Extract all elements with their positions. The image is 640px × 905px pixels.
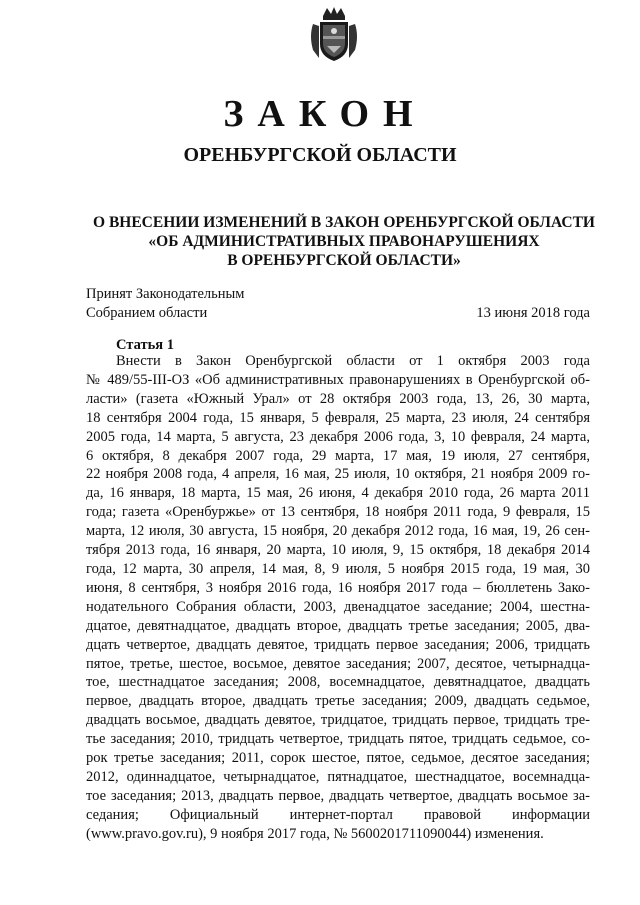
article-line: года; газета «Оренбуржье» от 13 сентября, 18 ноября 2011 года, 9 февраля, 15: [86, 504, 590, 521]
adoption-info: [86, 285, 244, 323]
adoption-line: Собранием области: [86, 305, 208, 321]
article-line: тое заседания; 2013, двадцать первое, двадцать четвертое, двадцать восьмое за-: [86, 787, 590, 804]
article-line: (www.pravo.gov.ru), 9 ноября 2017 года, № 5600201711090044) изменения.: [86, 825, 544, 842]
article-line: 22 ноября 2008 года, 4 апреля, 16 мая, 25 июля, 10 октября, 21 ноября 2009 го-: [86, 466, 590, 483]
article-line: первое, двадцать второе, двадцать третье заседания; 2009, двадцать седьмое,: [86, 693, 590, 710]
subject-line: В ОРЕНБУРГСКОЙ ОБЛАСТИ»: [227, 252, 461, 269]
article-line: дцать четвертое, двадцать девятое, тридцать первое заседания; 2006, тридцать: [86, 636, 590, 653]
article-line: тье заседания; 2010, тридцать четвертое, тридцать пятое, тридцать седьмое, со-: [86, 731, 590, 748]
article-line: двадцать восьмое, двадцать девятое, тридцатое, тридцать первое, тридцать тре-: [86, 712, 590, 729]
article-line: 6 октября, 8 декабря 2007 года, 29 марта, 17 мая, 19 июля, 27 сентября,: [86, 447, 590, 464]
article-line: Внести в Закон Оренбургской области от 1 октября 2003 года: [116, 353, 590, 369]
article-line: рок третье заседания; 2011, сорок шестое, пятое, седьмое, десятое заседания;: [86, 750, 590, 767]
law-subject: [84, 213, 604, 270]
region-title: ОРЕНБУРГСКОЙ ОБЛАСТИ: [183, 144, 457, 166]
subject-line: О ВНЕСЕНИИ ИЗМЕНЕНИЙ В ЗАКОН ОРЕНБУРГСКОЙ ОБЛАСТИ: [93, 214, 595, 231]
article-line: года, 12 марта, 30 апреля, 14 мая, 8, 9 июля, 5 ноября 2015 года, 19 мая, 30: [86, 560, 590, 577]
article-line: седания; Официальный интернет-портал правовой информации: [86, 806, 590, 823]
subject-line: «ОБ АДМИНИСТРАТИВНЫХ ПРАВОНАРУШЕНИЯХ: [148, 233, 540, 250]
article-line: 18 сентября 2004 года, 15 января, 5 февраля, 25 марта, 23 июля, 24 сентября: [86, 409, 590, 426]
article-line: 2005 года, 14 марта, 5 августа, 23 декабря 2006 года, 3, 10 февраля, 24 марта,: [86, 428, 590, 445]
law-title: ЗАКОН: [223, 93, 427, 135]
article-line: нодательного Собрания области, 2003, двенадцатое заседание; 2004, шестна-: [86, 598, 590, 615]
article-line: ласти» (газета «Южный Урал» от 28 октября 2003 года, 13, 26, 30 марта,: [86, 390, 590, 407]
article-line: 2012, одиннадцатое, четырнадцатое, пятнадцатое, шестнадцатое, восемнадца-: [86, 768, 590, 785]
article-line: дцатое, девятнадцатое, двадцать второе, двадцать третье заседания; 2005, два-: [86, 617, 590, 634]
article-line: тября 2013 года, 16 января, 20 марта, 10 июля, 9, 15 октября, 18 декабря 2014: [86, 542, 590, 559]
article-body: [86, 352, 590, 844]
article-line: № 489/55-III-ОЗ «Об административных правонарушениях в Оренбургской об-: [86, 371, 590, 388]
coat-of-arms-icon: [307, 6, 361, 64]
adoption-date: 13 июня 2018 года: [476, 305, 590, 321]
article-line: тое, шестнадцатое заседания; 2008, восемнадцатое, девятнадцатое, двадцать: [86, 674, 590, 691]
article-line: марта, 12 июля, 30 августа, 15 ноября, 20 декабря 2012 года, 16 мая, 19, 26 сен-: [86, 523, 590, 540]
article-line: июня, 8 сентября, 3 ноября 2016 года, 16 ноября 2017 года – бюллетень Зако-: [86, 579, 590, 596]
article-heading: Статья 1: [116, 337, 174, 353]
adoption-line: Принят Законодательным: [86, 286, 245, 302]
article-line: да, 16 января, 18 марта, 15 мая, 26 июня, 4 декабря 2010 года, 26 марта 2011: [86, 485, 590, 502]
article-line: пятое, третье, шестое, восьмое, девятое заседания; 2007, десятое, четырнадца-: [86, 655, 590, 672]
